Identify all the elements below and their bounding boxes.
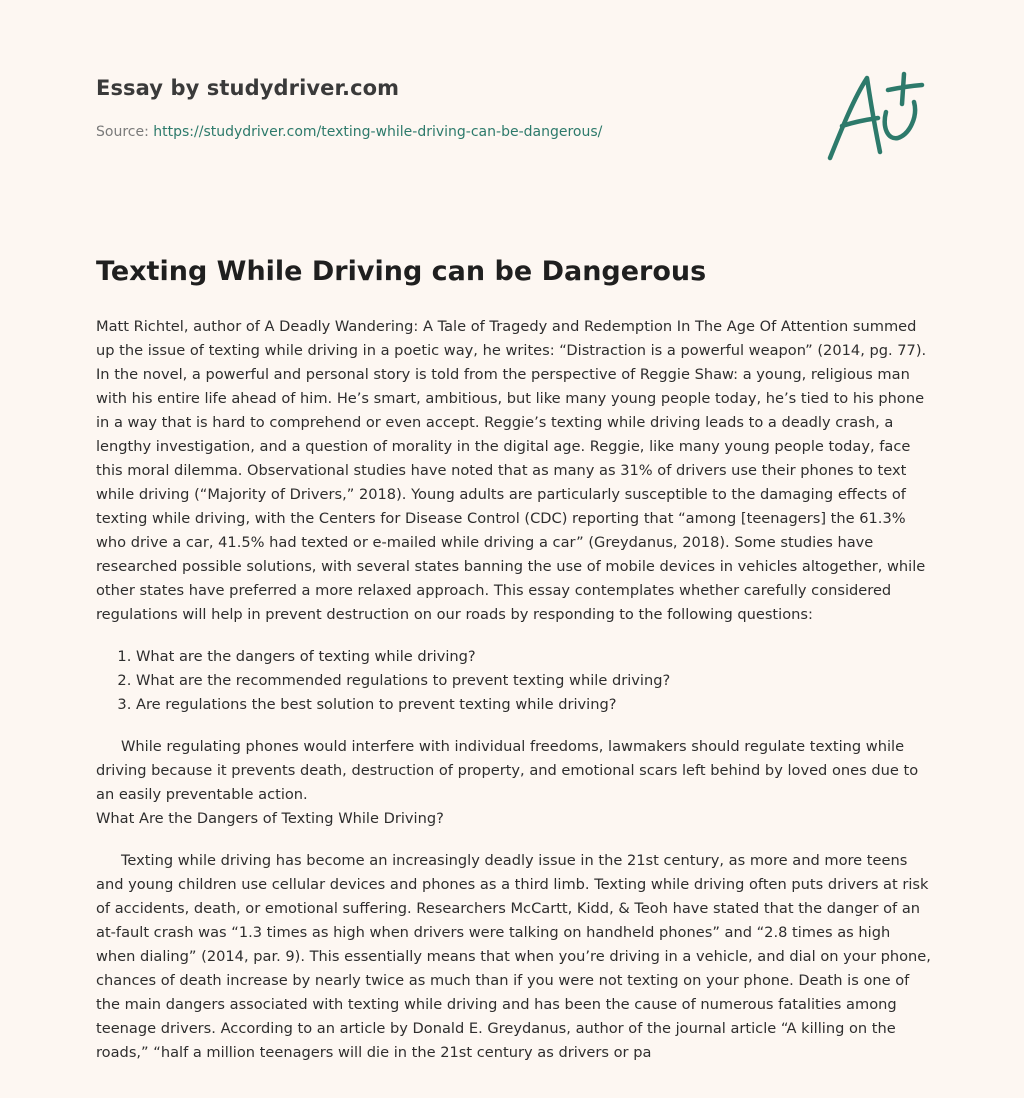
thesis-paragraph: While regulating phones would interfere with individual freedoms, lawmakers should regulate texting while driving because it prevents death, destruction of property, and emotional scars left behind by loved ones due to an easily preventable action. [96, 738, 919, 803]
source-link[interactable]: https://studydriver.com/texting-while-driving-can-be-dangerous/ [153, 124, 603, 140]
section-heading: What Are the Dangers of Texting While Driving? [96, 810, 444, 827]
question-list [96, 645, 932, 717]
list-item: 3. Are regulations the best solution to prevent texting while driving? [136, 693, 932, 717]
list-item: 2. What are the recommended regulations to prevent texting while driving? [136, 669, 932, 693]
a-plus-icon [822, 68, 928, 164]
essay-body [96, 315, 932, 1065]
source-label: Source: [96, 124, 149, 140]
essay-title: Texting While Driving can be Dangerous [96, 256, 707, 287]
list-item: 1. What are the dangers of texting while driving? [136, 645, 932, 669]
section-paragraph: Texting while driving has become an increasingly deadly issue in the 21st century, as more and more teens and young children use cellular devices and phones as a third limb. Texting while driving often puts drivers at risk of accidents, death, or emotional suffering. Researchers McCartt, Kidd, & Teoh have stated that the danger of an at-fault crash was “1.3 times as high when drivers were talking on handheld phones” and “2.8 times as high when dialing” (2014, par. 9). This essentially means that when you’re driving in a vehicle, and dial on your phone, chances of death increase by nearly twice as much than if you were not texting on your phone. Death is one of the main dangers associated with texting while driving and has been the cause of numerous fatalities among teenage drivers. According to an article by Donald E. Greydanus, author of the journal article “A killing on the roads,” “half a million teenagers will die in the 21st century as drivers or pa [96, 852, 931, 1061]
site-brand: Essay by studydriver.com [96, 76, 400, 100]
intro-paragraph: Matt Richtel, author of A Deadly Wandering: A Tale of Tragedy and Redemption In The Age Of Attention summed up the issue of texting while driving in a poetic way, he writes: “Distraction is a powerful weapon” (2014, pg. 77). In the novel, a powerful and personal story is told from the perspective of Reggie Shaw: a young, religious man with his entire life ahead of him. He’s smart, ambitious, but like many young people today, he’s tied to his phone in a way that is hard to comprehend or even accept. Reggie’s texting while driving leads to a deadly crash, a lengthy investigation, and a question of morality in the digital age. Reggie, like many young people today, face this moral dilemma. Observational studies have noted that as many as 31% of drivers use their phones to text while driving (“Majority of Drivers,” 2018). Young adults are particularly susceptible to the damaging effects of texting while driving, with the Centers for Disease Control (CDC) reporting that “among [teenagers] the 61.3% who drive a car, 41.5% had texted or e-mailed while driving a car” (Greydanus, 2018). Some studies have researched possible solutions, with several states banning the use of mobile devices in vehicles altogether, while other states have preferred a more relaxed approach. This essay contemplates whether carefully considered regulations will help in prevent destruction on our roads by responding to the following questions: [96, 318, 927, 623]
source-line [96, 124, 602, 140]
